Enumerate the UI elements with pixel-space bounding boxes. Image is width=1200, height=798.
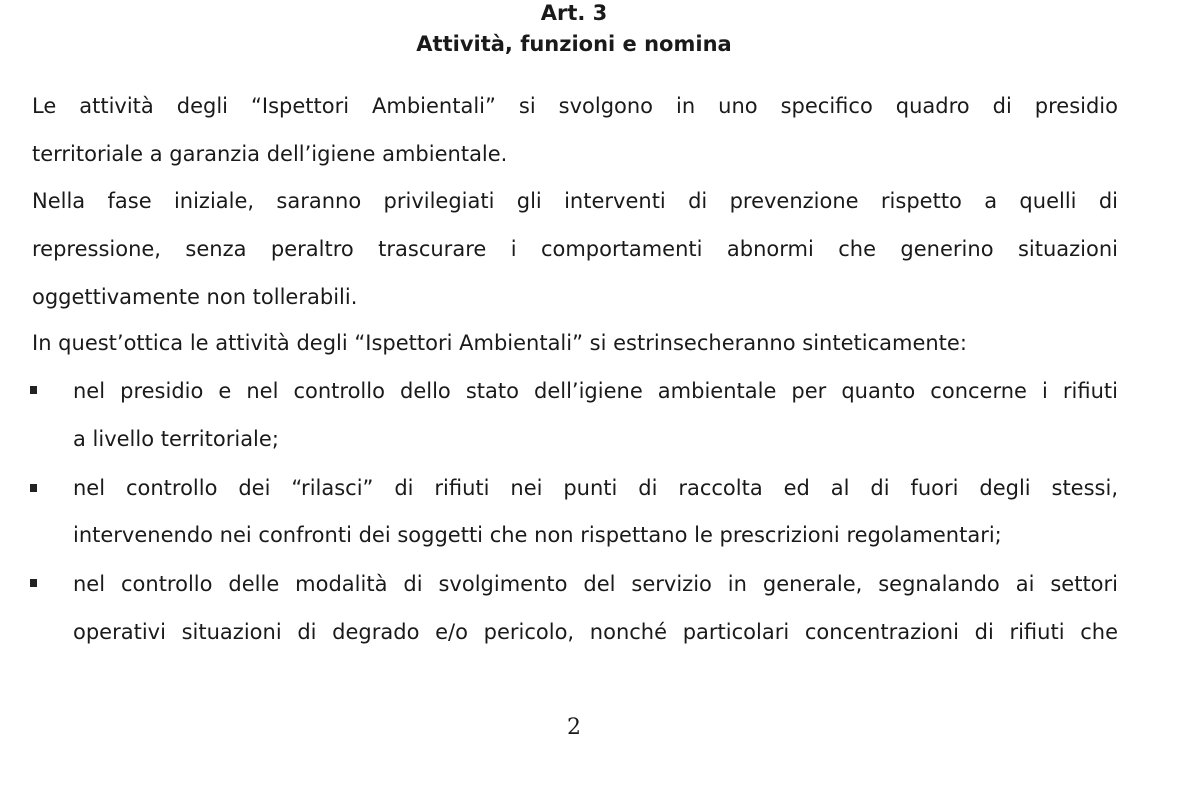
bullet-marker-icon <box>30 579 37 587</box>
paragraph-3-line-1: In quest’ottica le attività degli “Ispettori Ambientali” si estrinsecheranno sinteticamente: <box>32 331 967 355</box>
bullet-1-line-1: nel presidio e nel controllo dello stato dell’igiene ambientale per quanto concerne i rifiuti <box>73 379 1118 403</box>
paragraph-2-line-2: repressione, senza peraltro trascurare i comportamenti abnormi che generino situazioni <box>32 237 1118 261</box>
article-title: Attività, funzioni e nomina <box>416 32 732 56</box>
paragraph-1-line-1: Le attività degli “Ispettori Ambientali” si svolgono in uno specifico quadro di presidio <box>32 94 1118 118</box>
paragraph-2-line-1: Nella fase iniziale, saranno privilegiati gli interventi di prevenzione rispetto a quelli di <box>32 189 1118 213</box>
paragraph-2-line-3: oggettivamente non tollerabili. <box>32 285 358 309</box>
bullet-marker-icon <box>30 484 37 492</box>
bullet-2-line-1: nel controllo dei “rilasci” di rifiuti nei punti di raccolta ed al di fuori degli stessi, <box>73 476 1118 500</box>
bullet-3-line-1: nel controllo delle modalità di svolgimento del servizio in generale, segnalando ai settori <box>73 572 1118 596</box>
bullet-1-line-2: a livello territoriale; <box>73 427 279 451</box>
bullet-marker-icon <box>30 386 37 394</box>
bullet-2-line-2: intervenendo nei confronti dei soggetti che non rispettano le prescrizioni regolamentari; <box>73 523 1002 547</box>
article-number: Art. 3 <box>540 1 608 25</box>
page-number: 2 <box>567 715 581 740</box>
bullet-3-line-2: operativi situazioni di degrado e/o pericolo, nonché particolari concentrazioni di rifiuti che <box>73 620 1118 644</box>
paragraph-1-line-2: territoriale a garanzia dell’igiene ambientale. <box>32 142 508 166</box>
